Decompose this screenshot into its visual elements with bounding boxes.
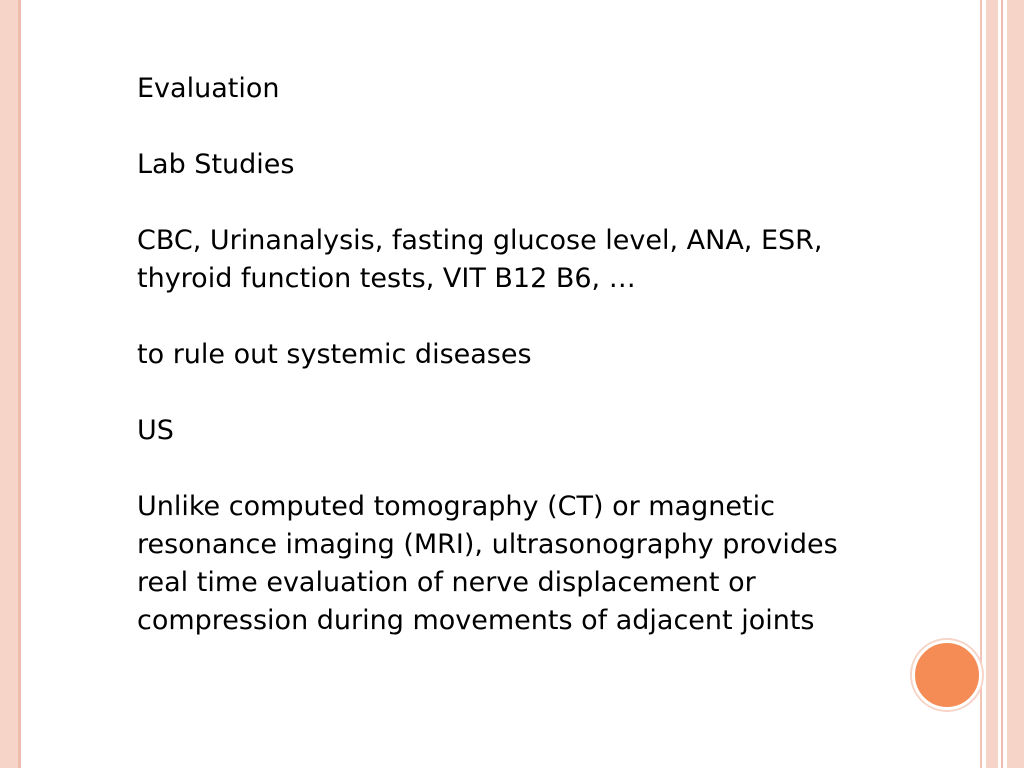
- slide-title: Evaluation: [137, 73, 280, 104]
- lab-studies-heading: Lab Studies: [137, 149, 295, 180]
- slide-content: [137, 70, 917, 640]
- us-line-3: real time evaluation of nerve displacement or: [137, 567, 756, 598]
- us-line-1: Unlike computed tomography (CT) or magnetic: [137, 491, 775, 522]
- purpose-text: to rule out systemic diseases: [137, 339, 532, 370]
- us-line-4: compression during movements of adjacent joints: [137, 605, 815, 636]
- us-line-2: resonance imaging (MRI), ultrasonography provides: [137, 529, 838, 560]
- left-border-line: [18, 0, 21, 768]
- left-border-bar: [0, 0, 18, 768]
- right-border-stripes: [976, 0, 1024, 768]
- labs-line-2: thyroid function tests, VIT B12 B6, …: [137, 263, 636, 294]
- labs-line-1: CBC, Urinanalysis, fasting glucose level, ANA, ESR,: [137, 225, 823, 256]
- us-heading: US: [137, 415, 174, 446]
- decorative-circle-icon: [912, 640, 982, 710]
